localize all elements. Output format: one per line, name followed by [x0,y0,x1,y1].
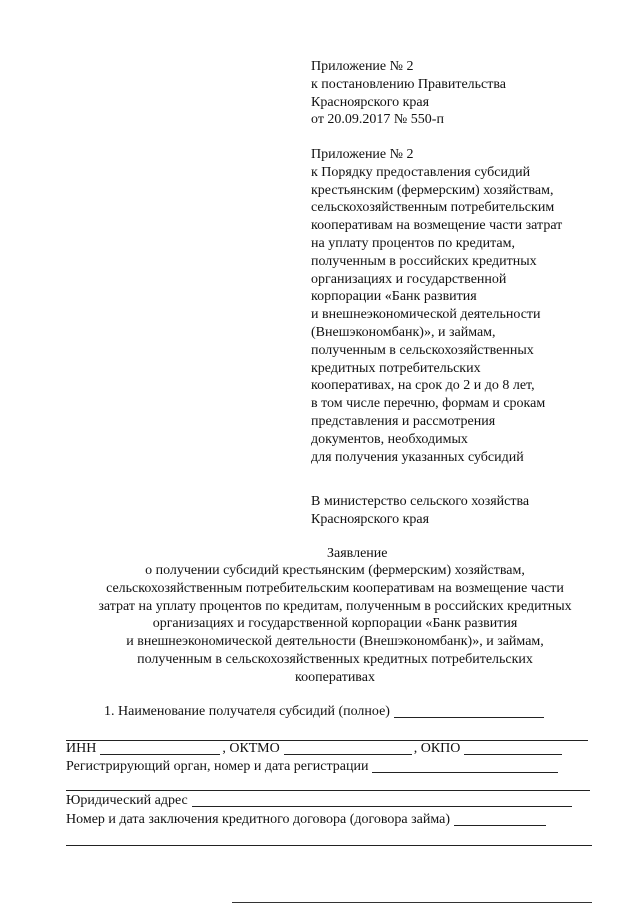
order-header-line: (Внешэкономбанк)», и займам, [311,324,496,340]
registration-continuation-line[interactable] [66,790,590,791]
registration-label: Регистрирующий орган, номер и дата регистрации [66,759,369,775]
addressee [311,493,529,529]
order-header-line: представления и рассмотрения [311,413,496,429]
statement-subject-line: организациях и государственной корпорации «Банк развития [152,616,518,632]
order-header [311,146,562,466]
inn-field[interactable] [100,740,220,755]
order-header-line: полученным в российских кредитных [311,253,537,269]
appendix-header-line: к постановлению Правительства [311,76,507,92]
page-bottom-edge [232,902,592,903]
inn-label: ИНН [66,741,97,757]
order-header-line: Приложение № 2 [311,147,414,162]
okpo-label: , ОКПО [413,741,461,757]
order-header-line: сельскохозяйственным потребительским [311,200,555,216]
order-header-line: кооперативам на возмещение части затрат [311,218,563,234]
statement-subject [40,562,630,687]
oktmo-label: , ОКТМО [222,741,280,757]
statement-subject-line: о получении субсидий крестьянским (фермерским) хозяйствам, [145,563,525,578]
legal-address-field[interactable] [192,792,572,807]
statement-subject-line: сельскохозяйственным потребительским кооперативам на возмещение части [106,580,564,596]
order-header-line: крестьянским (фермерским) хозяйствам, [311,182,554,198]
order-header-line: корпорации «Банк развития [311,289,477,305]
statement-subject-line: и внешнеэкономической деятельности (Внешэкономбанк)», и займам, [126,634,544,650]
credit-agreement-field[interactable] [454,811,546,826]
appendix-header-line: от 20.09.2017 № 550-п [311,112,444,128]
order-header-line: полученным в сельскохозяйственных [311,342,534,358]
credit-agreement-row [66,811,548,829]
statement-subject-line: затрат на уплату процентов по кредитам, полученным в российских кредитных [98,598,572,614]
appendix-header-line: Красноярского края [311,94,430,110]
order-header-line: для получения указанных субсидий [311,449,524,465]
legal-address-label: Юридический адрес [66,793,188,809]
appendix-header-line: Приложение № 2 [311,59,414,74]
order-header-line: на уплату процентов по кредитам, [311,235,516,251]
order-header-line: и внешнеэкономической деятельности [311,307,541,323]
addressee-line: В министерство сельского хозяйства [311,494,530,509]
addressee-line: Красноярского края [311,511,430,527]
order-header-line: в том числе перечню, формам и срокам [311,396,546,412]
credit-agreement-label: Номер и дата заключения кредитного договора (договора займа) [66,812,451,828]
order-header-line: кредитных потребительских [311,360,481,376]
credit-agreement-continuation-line[interactable] [66,845,592,846]
recipient-name-field[interactable] [394,703,544,718]
legal-address-row [66,792,574,810]
codes-row [66,740,564,758]
okpo-field[interactable] [464,740,562,755]
registration-field[interactable] [372,758,558,773]
oktmo-field[interactable] [284,740,412,755]
order-header-line: документов, необходимых [311,431,468,447]
order-header-line: кооперативах, на срок до 2 и до 8 лет, [311,378,535,394]
appendix-header [311,58,506,129]
registration-row [66,758,560,776]
order-header-line: к Порядку предоставления субсидий [311,164,531,180]
statement-subject-line: полученным в сельскохозяйственных кредитных потребительских [137,651,533,667]
statement-title: Заявление [327,546,388,561]
recipient-name-label: 1. Наименование получателя субсидий (полное) [104,704,390,720]
recipient-name-row [104,703,546,721]
statement-subject-line: кооперативах [295,669,375,685]
order-header-line: организациях и государственной [311,271,507,287]
